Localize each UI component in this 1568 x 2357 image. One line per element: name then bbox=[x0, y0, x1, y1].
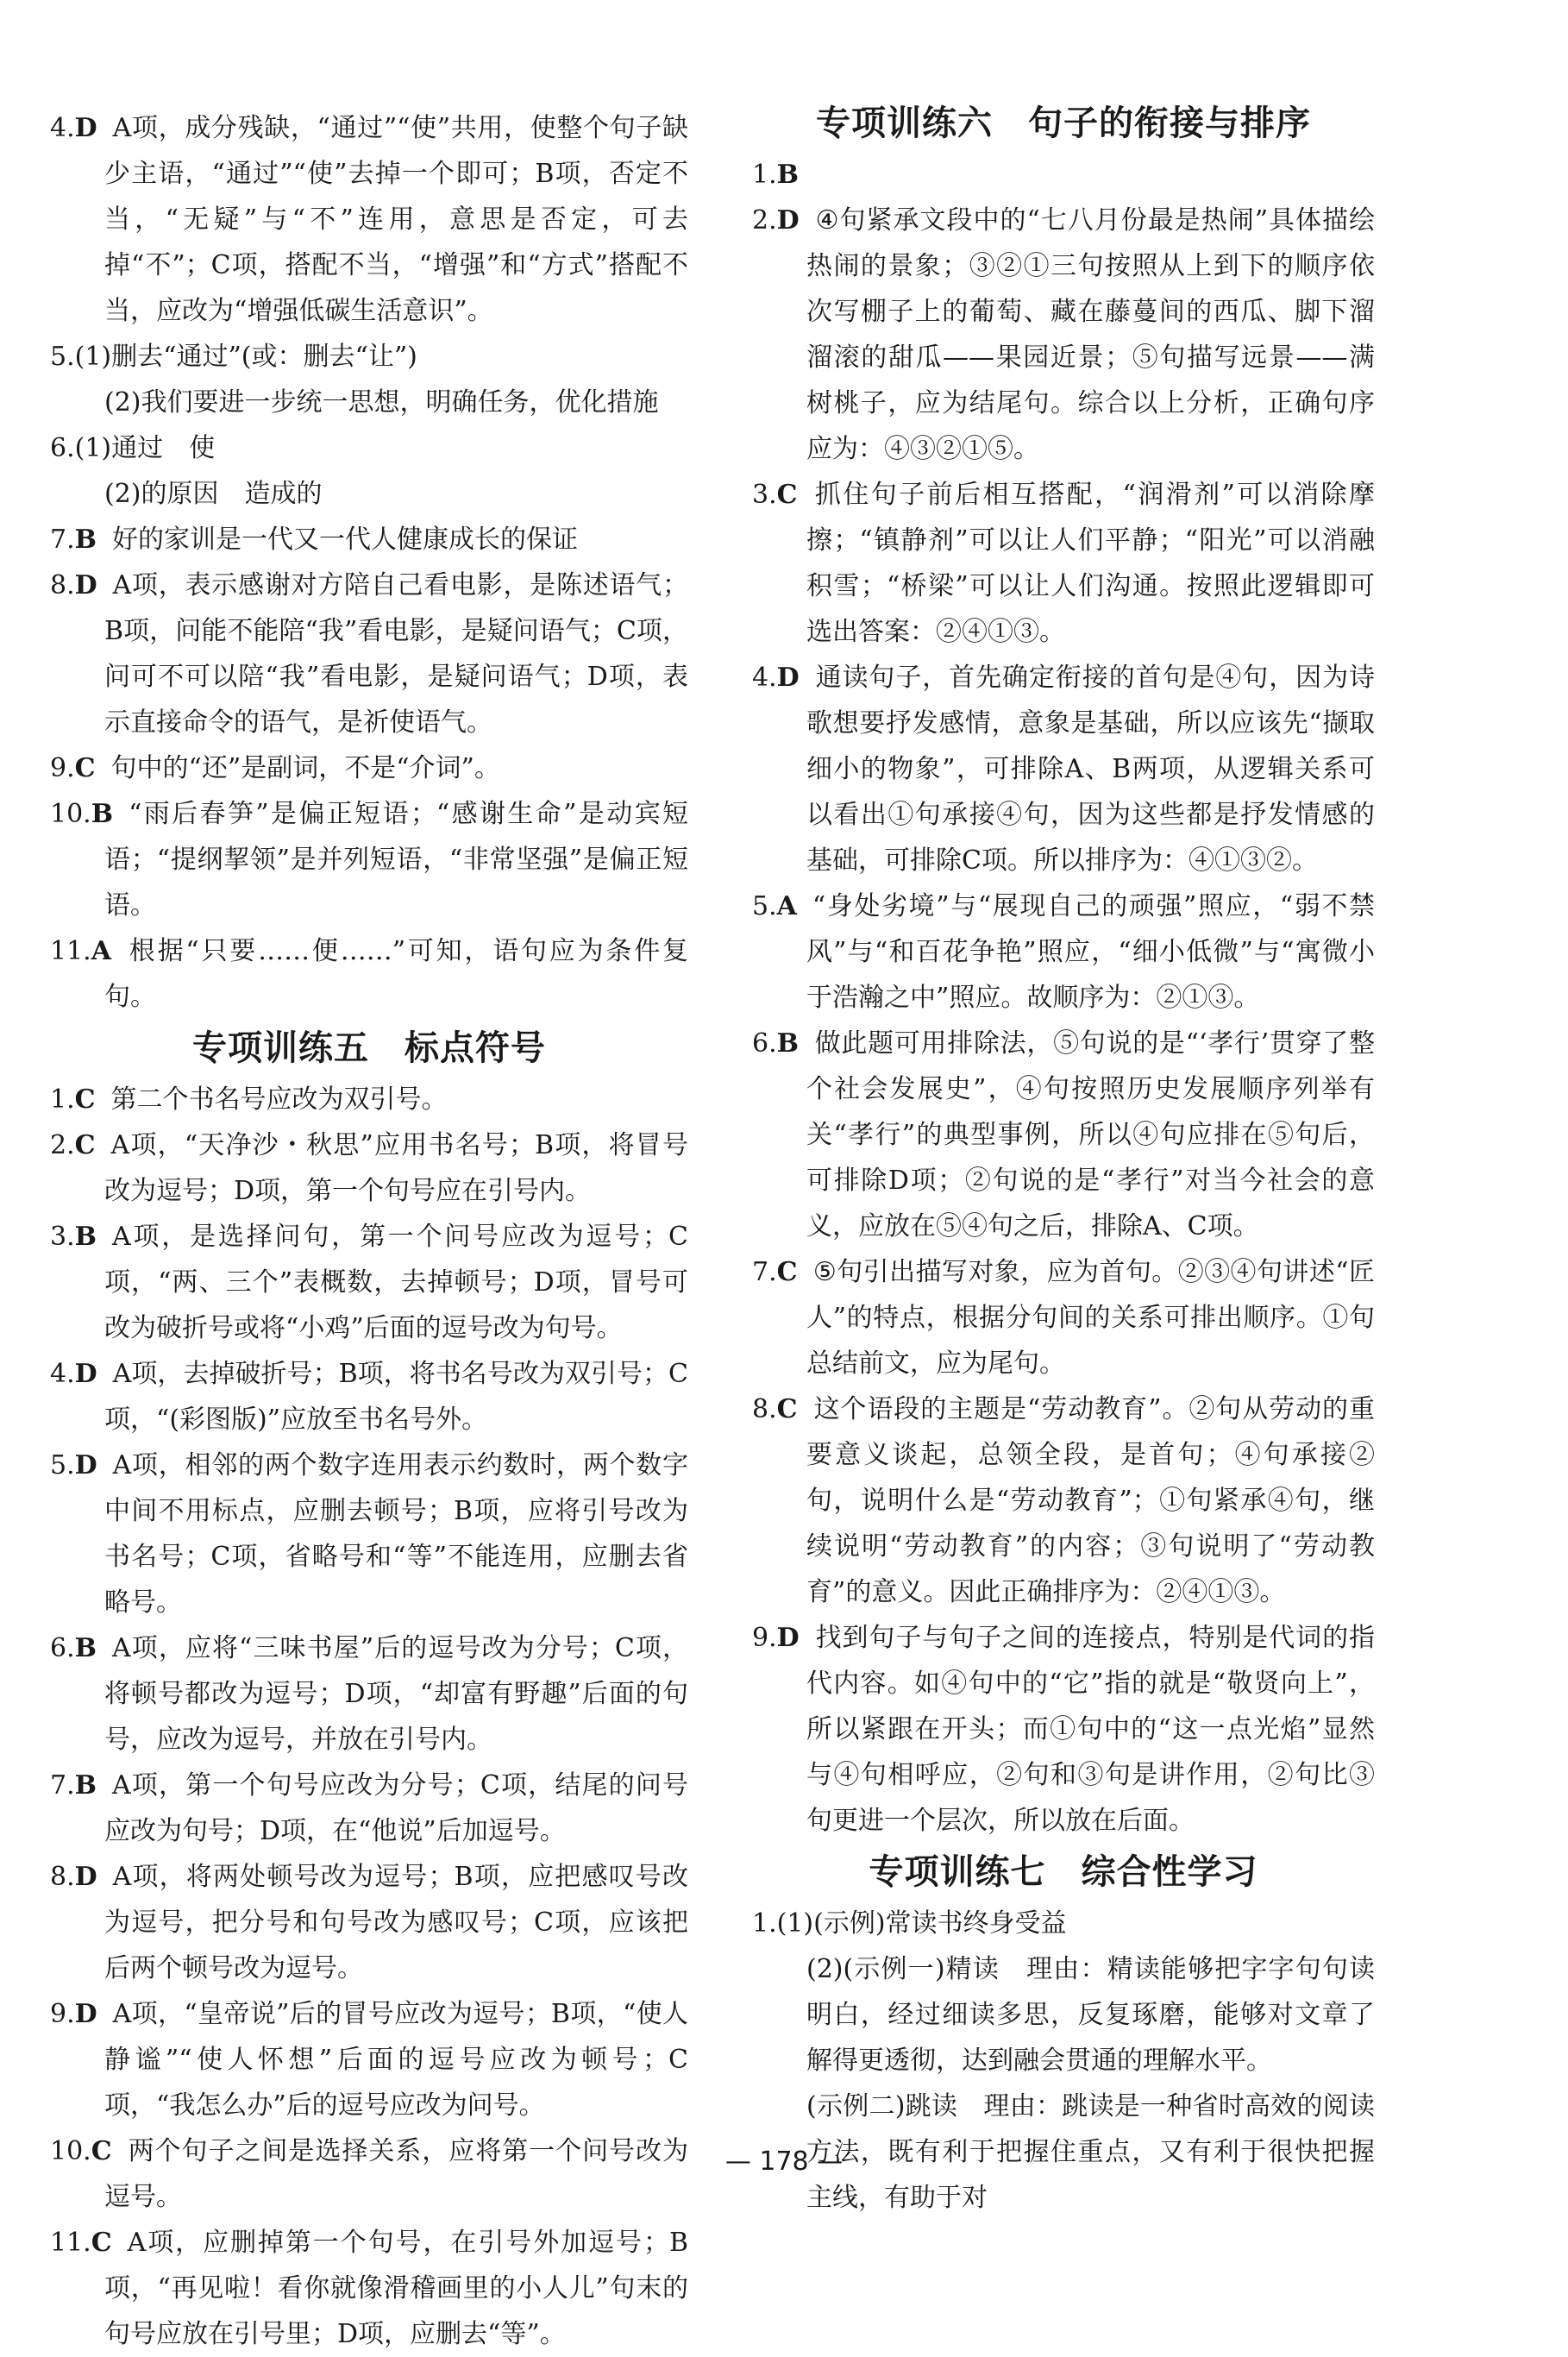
answer-item bbox=[50, 928, 688, 1020]
answer-item bbox=[752, 198, 1375, 472]
answer-letter: C bbox=[74, 1130, 96, 1160]
item-number: 8. bbox=[752, 1394, 777, 1424]
item-number: 6. bbox=[50, 1633, 75, 1663]
answer-item bbox=[50, 1763, 688, 1854]
explanation-text: (1)(示例)常读书终身受益 bbox=[776, 1908, 1067, 1939]
explanation-text: 通读句子，首先确定衔接的首句是④句，因为诗歌想要抒发感情，意象是基础，所以应该先“撷取细小的物象”，可排除A、B两项，从逻辑关系可以看出①句承接④句，因为这些都是抒发情感的基础，可排除C项。所以排序为：④①③②。 bbox=[806, 663, 1375, 876]
page-number: — 178 — bbox=[724, 2146, 844, 2177]
explanation-text: A项，“皇帝说”后的冒号应改为逗号；B项，“使人静谧”“使人怀想”后面的逗号应改为顿号；C项，“我怎么办”后的逗号应改为问号。 bbox=[104, 1999, 688, 2121]
section-heading: 专项训练五 标点符号 bbox=[192, 1028, 546, 1068]
answer-letter: D bbox=[74, 1450, 97, 1480]
explanation-text: A项，表示感谢对方陪自己看电影，是陈述语气；B项，问能不能陪“我”看电影，是疑问语气；C项，问可不可以陪“我”看电影，是疑问语气；D项，表示直接命令的语气，是祈使语气。 bbox=[104, 570, 688, 738]
answer-letter: C bbox=[74, 753, 96, 783]
explanation-text: 这个语段的主题是“劳动教育”。②句从劳动的重要意义谈起，总领全段，是首句；④句承接②句，说明什么是“劳动教育”；①句紧承④句，继续说明“劳动教育”的内容；③句说明了“劳动教育”的意义。因此正确排序为：②④①③。 bbox=[806, 1394, 1375, 1607]
answer-continuation: (示例二)跳读 理由：跳读是一种省时高效的阅读方法，既有利于把握住重点，又有利于很快把握主线，有助于对 bbox=[806, 2091, 1375, 2213]
explanation-text: A项，是选择问句，第一个问号应改为逗号；C项，“两、三个”表概数，去掉顿号；D项，冒号可改为破折号或将“小鸡”后面的逗号改为句号。 bbox=[104, 1222, 688, 1343]
item-number: 3. bbox=[50, 1222, 75, 1252]
answer-letter: B bbox=[74, 1633, 97, 1663]
explanation-text: 抓住句子前后相互搭配，“润滑剂”可以消除摩擦；“镇静剂”可以让人们平静；“阳光”可以消融积雪；“桥梁”可以让人们沟通。按照此逻辑即可选出答案：②④①③。 bbox=[806, 480, 1375, 647]
section-heading: 专项训练七 综合性学习 bbox=[869, 1852, 1258, 1892]
answer-letter: B bbox=[74, 1222, 97, 1252]
item-number: 4. bbox=[50, 113, 75, 143]
answer-letter: A bbox=[91, 936, 111, 966]
explanation-text: 做此题可用排除法，⑤句说的是“‘孝行’贯穿了整个社会发展史”，④句按照历史发展顺序列举有关“孝行”的典型事例，所以④句应排在⑤句后，可排除D项；②句说的是“孝行”对当今社会的意义，应放在⑤④句之后，排除A、C项。 bbox=[806, 1028, 1375, 1241]
item-number: 2. bbox=[752, 205, 777, 236]
explanation-text: ⑤句引出描写对象，应为首句。②③④句讲述“匠人”的特点，根据分句间的关系可排出顺序。①句总结前文，应为尾句。 bbox=[806, 1257, 1375, 1379]
left-column bbox=[50, 105, 688, 2357]
item-number: 11. bbox=[50, 2228, 91, 2258]
item-number: 9. bbox=[752, 1623, 777, 1653]
explanation-text: A项，相邻的两个数字连用表示约数时，两个数字中间不用标点，应删去顿号；B项，应将引号改为书名号；C项，省略号和“等”不能连用，应删去省略号。 bbox=[104, 1450, 688, 1618]
answer-letter: D bbox=[776, 205, 800, 236]
explanation-text: A项，第一个句号应改为分号；C项，结尾的问号应改为句号；D项，在“他说”后加逗号。 bbox=[104, 1770, 688, 1846]
answer-item bbox=[752, 1901, 1375, 1946]
answer-item bbox=[50, 791, 688, 928]
item-number: 5. bbox=[50, 1450, 75, 1480]
explanation-text: A项，将两处顿号改为逗号；B项，应把感叹号改为逗号，把分号和句号改为感叹号；C项，应该把后两个顿号改为逗号。 bbox=[104, 1862, 688, 1983]
item-number: 10. bbox=[50, 2136, 91, 2166]
explanation-text: “身处劣境”与“展现自己的顽强”照应，“弱不禁风”与“和百花争艳”照应，“细小低微”与“寓微小于浩瀚之中”照应。故顺序为：②①③。 bbox=[806, 891, 1375, 1013]
answer-letter: C bbox=[74, 1084, 96, 1115]
item-number: 9. bbox=[50, 753, 75, 783]
explanation-text: A项，“天净沙・秋思”应用书名号；B项，将冒号改为逗号；D项，第一个句号应在引号内。 bbox=[104, 1130, 688, 1206]
explanation-text: A项，去掉破折号；B项，将书名号改为双引号；C项，“(彩图版)”应放至书名号外。 bbox=[104, 1359, 688, 1435]
answer-letter: D bbox=[74, 113, 97, 143]
item-number: 7. bbox=[50, 1770, 75, 1801]
answer-letter: D bbox=[776, 663, 800, 693]
answer-letter: C bbox=[91, 2136, 112, 2166]
section-heading: 专项训练六 句子的衔接与排序 bbox=[816, 104, 1311, 143]
item-number: 2. bbox=[50, 1130, 75, 1160]
answer-letter: D bbox=[74, 1999, 97, 2029]
answer-item bbox=[50, 745, 688, 791]
answer-continuation: (2)我们要进一步统一思想，明确任务，优化措施 bbox=[104, 387, 659, 418]
answer-item bbox=[50, 563, 688, 745]
answer-item bbox=[752, 883, 1375, 1021]
item-number: 4. bbox=[50, 1359, 75, 1389]
answer-item bbox=[50, 105, 688, 334]
answer-item bbox=[50, 1077, 688, 1122]
answer-item bbox=[752, 1021, 1375, 1249]
item-number: 8. bbox=[50, 570, 75, 600]
answer-item bbox=[50, 425, 688, 471]
answer-item bbox=[752, 1249, 1375, 1386]
answer-item bbox=[50, 334, 688, 380]
explanation-text: 根据“只要……便……”可知，语句应为条件复句。 bbox=[104, 936, 688, 1012]
answer-item bbox=[752, 1615, 1375, 1844]
item-number: 7. bbox=[752, 1257, 777, 1287]
explanation-text: “雨后春笋”是偏正短语；“感谢生命”是动宾短语；“提纲挈领”是并列短语，“非常坚强”是偏正短语。 bbox=[104, 799, 688, 921]
explanation-text: (1)删去“通过”(或：删去“让”) bbox=[74, 342, 417, 372]
answer-item bbox=[752, 1386, 1375, 1615]
explanation-text: (1)通过 使 bbox=[74, 433, 216, 463]
right-column bbox=[752, 105, 1375, 2221]
answer-letter: D bbox=[74, 570, 97, 600]
item-number: 6. bbox=[50, 433, 75, 463]
answer-letter: D bbox=[776, 1623, 800, 1653]
answer-letter: A bbox=[776, 891, 797, 921]
item-number: 1. bbox=[50, 1084, 75, 1115]
answer-item bbox=[50, 1991, 688, 2128]
answer-continuation: (2)的原因 造成的 bbox=[104, 479, 323, 509]
answer-letter: B bbox=[776, 160, 799, 190]
item-number: 1. bbox=[752, 160, 777, 190]
item-number: 5. bbox=[752, 891, 777, 921]
explanation-text: 第二个书名号应改为双引号。 bbox=[110, 1084, 448, 1115]
answer-item bbox=[752, 472, 1375, 655]
item-number: 7. bbox=[50, 525, 75, 555]
answer-item bbox=[50, 517, 688, 563]
explanation-text: A项，应删掉第一个句号，在引号外加逗号；B项，“再见啦！看你就像滑稽画里的小人儿”句末的句号应放在引号里；D项，应删去“等”。 bbox=[104, 2228, 688, 2349]
answer-item bbox=[50, 1351, 688, 1442]
answer-letter: D bbox=[74, 1359, 97, 1389]
explanation-text: ④句紧承文段中的“七八月份最是热闹”具体描绘热闹的景象；③②①三句按照从上到下的顺序依次写棚子上的葡萄、藏在藤蔓间的西瓜、脚下溜溜滚的甜瓜——果园近景；⑤句描写远景——满树桃子，应为结尾句。综合以上分析，正确句序应为：④③②①⑤。 bbox=[806, 205, 1375, 464]
answer-item bbox=[50, 1122, 688, 1214]
item-number: 8. bbox=[50, 1862, 75, 1892]
item-number: 1. bbox=[752, 1908, 777, 1939]
answer-letter: D bbox=[74, 1862, 97, 1892]
item-number: 9. bbox=[50, 1999, 75, 2029]
item-number: 6. bbox=[752, 1028, 777, 1059]
answer-letter: C bbox=[91, 2228, 112, 2258]
explanation-text: A项，应将“三味书屋”后的逗号改为分号；C项，将顿号都改为逗号；D项，“却富有野趣”后面的句号，应改为逗号，并放在引号内。 bbox=[104, 1633, 688, 1755]
answer-item bbox=[752, 655, 1375, 883]
item-number: 10. bbox=[50, 799, 91, 829]
answer-letter: B bbox=[74, 1770, 97, 1801]
answer-letter: B bbox=[91, 799, 114, 829]
answer-letter: C bbox=[776, 1257, 798, 1287]
item-number: 4. bbox=[752, 663, 777, 693]
explanation-text: A项，成分残缺，“通过”“使”共用，使整个句子缺少主语，“通过”“使”去掉一个即可；B项，否定不当，“无疑”与“不”连用，意思是否定，可去掉“不”；C项，搭配不当，“增强”和“方式”搭配不当，应改为“增强低碳生活意识”。 bbox=[104, 113, 688, 326]
item-number: 3. bbox=[752, 480, 777, 510]
answer-continuation: (2)(示例一)精读 理由：精读能够把字字句句读明白，经过细读多思，反复琢磨，能够对文章了解得更透彻，达到融会贯通的理解水平。 bbox=[806, 1954, 1375, 2076]
answer-item bbox=[50, 1442, 688, 1625]
answer-item bbox=[50, 1214, 688, 1351]
answer-letter: C bbox=[776, 1394, 798, 1424]
answer-letter: C bbox=[776, 480, 798, 510]
explanation-text: 句中的“还”是副词，不是“介词”。 bbox=[110, 753, 500, 783]
item-number: 11. bbox=[50, 936, 91, 966]
explanation-text: 好的家训是一代又一代人健康成长的保证 bbox=[111, 525, 578, 555]
explanation-text: 两个句子之间是选择关系，应将第一个问号改为逗号。 bbox=[104, 2136, 688, 2212]
answer-letter: B bbox=[74, 525, 97, 555]
answer-item bbox=[50, 1625, 688, 1763]
answer-item bbox=[752, 152, 1375, 198]
answer-item bbox=[50, 2220, 688, 2357]
explanation-text: 找到句子与句子之间的连接点，特别是代词的指代内容。如④句中的“它”指的就是“敬贤向上”，所以紧跟在开头；而①句中的“这一点光焰”显然与④句相呼应，②句和③句是讲作用，②句比③句更进一个层次，所以放在后面。 bbox=[806, 1623, 1375, 1836]
answer-item bbox=[50, 1854, 688, 1991]
item-number: 5. bbox=[50, 342, 75, 372]
answer-letter: B bbox=[776, 1028, 799, 1059]
